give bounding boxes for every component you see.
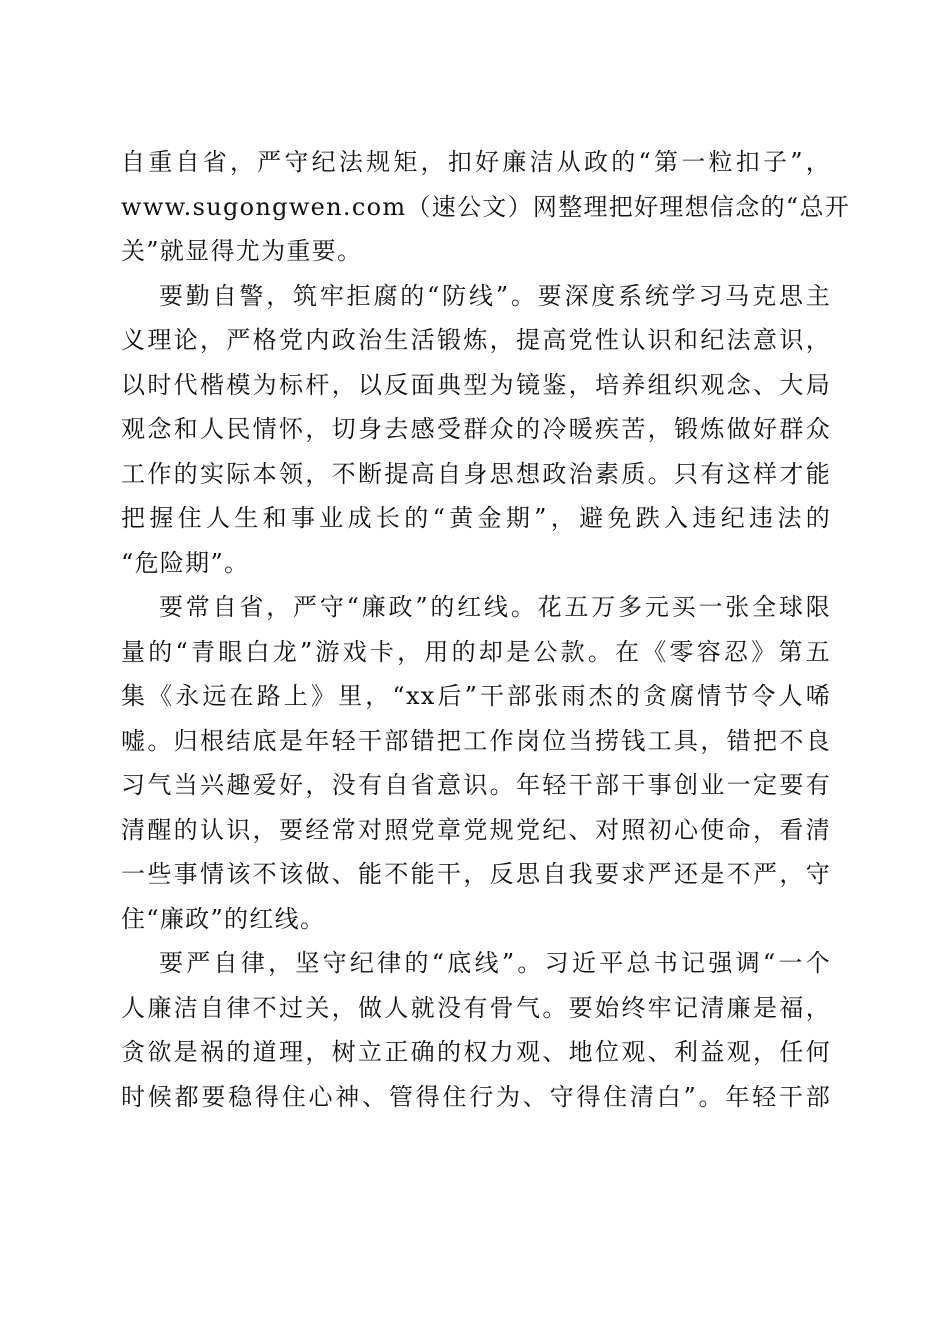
body-text (121, 140, 851, 1119)
text-line: 清醒的认识，要经常对照党章党规党纪、对照初心使命，看清 (121, 815, 831, 844)
text-line: 以时代楷模为标杆，以反面典型为镜鉴，培养组织观念、大局 (121, 370, 831, 399)
text-line: 集《永远在路上》里，“xx后”干部张雨杰的贪腐情节令人唏 (121, 682, 831, 710)
text-line: 时候都要稳得住心神、管得住行为、守得住清白”。年轻干部 (121, 1082, 831, 1111)
text-line: 嘘。归根结底是年轻干部错把工作岗位当捞钱工具，错把不良 (121, 726, 831, 755)
text-line: 自重自省，严守纪法规矩，扣好廉洁从政的“第一粒扣子”， (121, 148, 831, 176)
text-line: 工作的实际本领，不断提高自身思想政治素质。只有这样才能 (121, 459, 831, 488)
text-line: 贪欲是祸的道理，树立正确的权力观、地位观、利益观，任何 (121, 1038, 831, 1066)
text-line: www.sugongwen.com（速公文）网整理把好理想信念的“总开 (121, 192, 851, 221)
text-line: 量的“青眼白龙”游戏卡，用的却是公款。在《零容忍》第五 (121, 637, 831, 666)
text-line: 关”就显得尤为重要。 (121, 237, 363, 265)
text-line: 把握住人生和事业成长的“黄金期”，避免跌入违纪违法的 (121, 504, 831, 532)
text-line: 要勤自警，筑牢拒腐的“防线”。要深度系统学习马克思主 (159, 281, 831, 310)
text-line: 人廉洁自律不过关，做人就没有骨气。要始终牢记清廉是福， (121, 993, 831, 1022)
text-line: 要常自省，严守“廉政”的红线。花五万多元买一张全球限 (159, 593, 831, 621)
text-line: “危险期”。 (121, 548, 250, 577)
text-line: 住“廉政”的红线。 (121, 904, 326, 933)
text-line: 习气当兴趣爱好，没有自省意识。年轻干部干事创业一定要有 (121, 771, 831, 799)
text-line: 要严自律，坚守纪律的“底线”。习近平总书记强调“一个 (159, 949, 831, 977)
text-line: 一些事情该不该做、能不能干，反思自我要求严还是不严，守 (121, 860, 831, 888)
text-line: 观念和人民情怀，切身去感受群众的冷暖疾苦，锻炼做好群众 (121, 415, 831, 443)
text-line: 义理论，严格党内政治生活锻炼，提高党性认识和纪法意识， (121, 326, 831, 354)
